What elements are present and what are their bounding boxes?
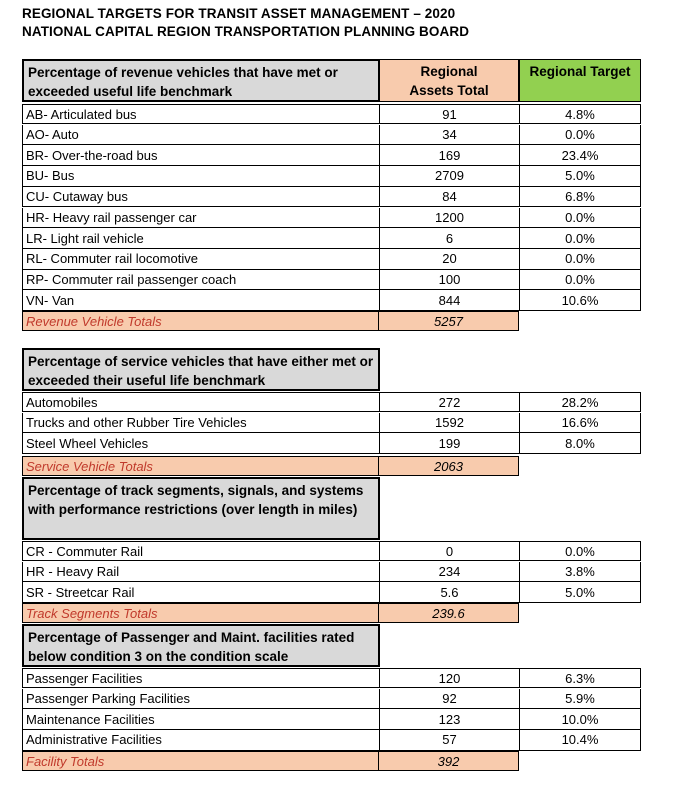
track-row-assets: 5.6 (379, 582, 519, 603)
revenue-row-label: RP- Commuter rail passenger coach (22, 270, 379, 291)
track-row-target: 5.0% (519, 582, 641, 603)
track-row-label: CR - Commuter Rail (22, 541, 379, 561)
revenue-row (22, 270, 641, 291)
revenue-row (22, 228, 641, 249)
facilities-row (22, 668, 641, 688)
service-row-target: 8.0% (519, 433, 641, 454)
revenue-row-assets: 169 (379, 145, 519, 166)
revenue-row-target: 10.6% (519, 290, 641, 311)
revenue-row-label: VN- Van (22, 290, 379, 311)
revenue-row-assets: 844 (379, 290, 519, 311)
service-total-value: 2063 (379, 456, 519, 476)
revenue-row (22, 290, 641, 311)
facilities-row-label: Passenger Parking Facilities (22, 689, 379, 710)
facilities-row-target: 10.0% (519, 709, 641, 730)
facilities-total-label: Facility Totals (22, 751, 379, 771)
facilities-row-label: Passenger Facilities (22, 668, 379, 688)
facilities-section-header: Percentage of Passenger and Maint. facilities rated below condition 3 on the condition scale (22, 624, 380, 667)
revenue-row (22, 125, 641, 146)
facilities-total-value: 392 (379, 751, 519, 771)
facilities-row-assets: 120 (379, 668, 519, 688)
track-row (22, 582, 641, 603)
service-row-assets: 272 (379, 392, 519, 412)
facilities-row-label: Administrative Facilities (22, 730, 379, 751)
revenue-row-target: 0.0% (519, 249, 641, 270)
revenue-row-assets: 2709 (379, 166, 519, 187)
track-total-value: 239.6 (379, 603, 519, 623)
revenue-row-target: 23.4% (519, 145, 641, 166)
revenue-row-target: 6.8% (519, 187, 641, 208)
facilities-row-target: 5.9% (519, 689, 641, 710)
revenue-section-header: Percentage of revenue vehicles that have met or exceeded useful life benchmark (22, 59, 380, 102)
revenue-row-assets: 6 (379, 228, 519, 249)
revenue-row-assets: 84 (379, 187, 519, 208)
revenue-row-label: BU- Bus (22, 166, 379, 187)
revenue-row-assets: 91 (379, 104, 519, 124)
service-row (22, 392, 641, 412)
revenue-row-assets: 1200 (379, 208, 519, 229)
revenue-total-label: Revenue Vehicle Totals (22, 311, 379, 331)
revenue-row-label: CU- Cutaway bus (22, 187, 379, 208)
facilities-row-target: 6.3% (519, 668, 641, 688)
track-section-header: Percentage of track segments, signals, and systems with performance restrictions (over length in miles) (22, 477, 380, 540)
page-title-line1: REGIONAL TARGETS FOR TRANSIT ASSET MANAGEMENT – 2020 (22, 6, 456, 21)
facilities-row-assets: 123 (379, 709, 519, 730)
facilities-row-label: Maintenance Facilities (22, 709, 379, 730)
revenue-row (22, 104, 641, 124)
service-total-label: Service Vehicle Totals (22, 456, 379, 476)
revenue-row (22, 208, 641, 229)
track-row-target: 0.0% (519, 541, 641, 561)
facilities-row-assets: 92 (379, 689, 519, 710)
revenue-row-label: AO- Auto (22, 125, 379, 146)
track-row-label: SR - Streetcar Rail (22, 582, 379, 603)
revenue-row-label: AB- Articulated bus (22, 104, 379, 124)
service-row-label: Trucks and other Rubber Tire Vehicles (22, 413, 379, 434)
facilities-row-assets: 57 (379, 730, 519, 751)
revenue-row-label: RL- Commuter rail locomotive (22, 249, 379, 270)
revenue-row (22, 249, 641, 270)
service-section-header: Percentage of service vehicles that have either met or exceeded their useful life benchmark (22, 348, 380, 391)
service-row-assets: 1592 (379, 413, 519, 434)
service-row-label: Steel Wheel Vehicles (22, 433, 379, 454)
revenue-row (22, 145, 641, 166)
facilities-row (22, 709, 641, 730)
service-row (22, 433, 641, 454)
facilities-row-target: 10.4% (519, 730, 641, 751)
revenue-row (22, 166, 641, 187)
page-title-line2: NATIONAL CAPITAL REGION TRANSPORTATION PLANNING BOARD (22, 24, 470, 39)
revenue-row-label: HR- Heavy rail passenger car (22, 208, 379, 229)
track-row-label: HR - Heavy Rail (22, 562, 379, 583)
revenue-row-target: 0.0% (519, 228, 641, 249)
revenue-row-target: 4.8% (519, 104, 641, 124)
revenue-row-assets: 100 (379, 270, 519, 291)
track-row-assets: 0 (379, 541, 519, 561)
regional-target-column-header: Regional Target (519, 59, 641, 102)
service-row-assets: 199 (379, 433, 519, 454)
revenue-row-target: 0.0% (519, 270, 641, 291)
track-row (22, 562, 641, 583)
track-total-label: Track Segments Totals (22, 603, 379, 623)
service-row (22, 413, 641, 434)
revenue-total-value: 5257 (379, 311, 519, 331)
revenue-row-label: LR- Light rail vehicle (22, 228, 379, 249)
service-row-target: 28.2% (519, 392, 641, 412)
revenue-row-assets: 20 (379, 249, 519, 270)
service-row-label: Automobiles (22, 392, 379, 412)
facilities-row (22, 730, 641, 751)
revenue-row (22, 187, 641, 208)
revenue-row-label: BR- Over-the-road bus (22, 145, 379, 166)
revenue-row-target: 5.0% (519, 166, 641, 187)
revenue-row-assets: 34 (379, 125, 519, 146)
revenue-row-target: 0.0% (519, 125, 641, 146)
facilities-row (22, 689, 641, 710)
revenue-row-target: 0.0% (519, 208, 641, 229)
track-row (22, 541, 641, 561)
regional-assets-column-header: Regional Assets Total (379, 59, 519, 102)
service-row-target: 16.6% (519, 413, 641, 434)
track-row-target: 3.8% (519, 562, 641, 583)
track-row-assets: 234 (379, 562, 519, 583)
